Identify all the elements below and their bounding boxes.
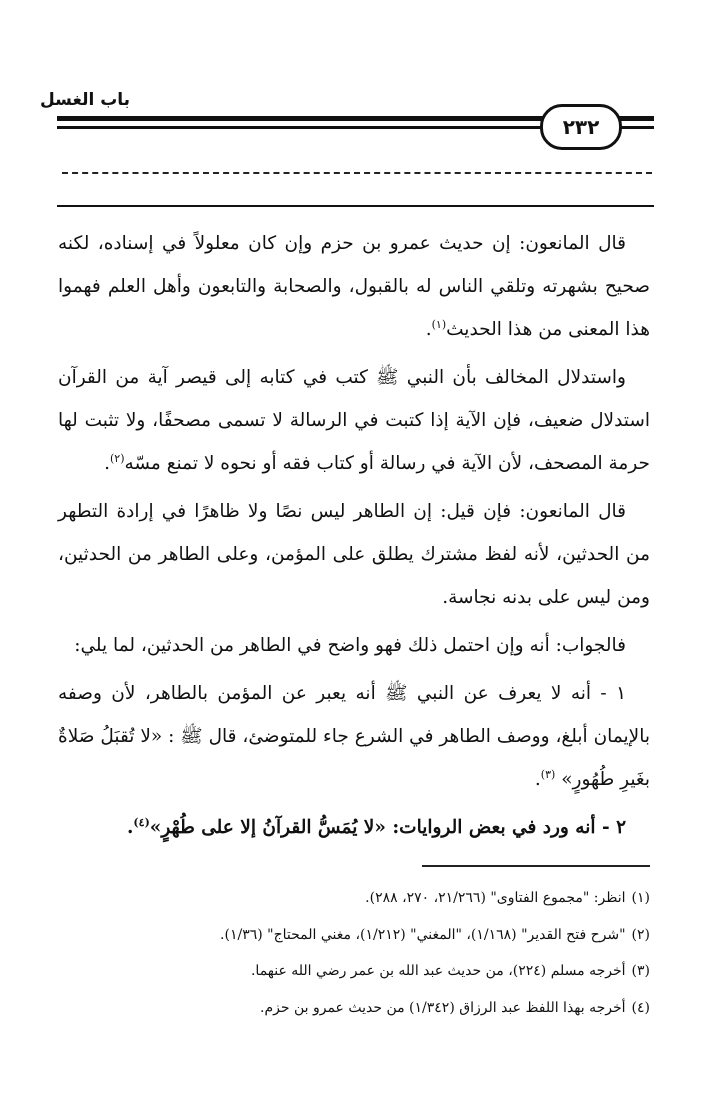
footnote-text: أخرجه بهذا اللفظ عبد الرزاق (١/٣٤٢) من حديث عمرو بن حزم. [260,999,626,1016]
paragraph [58,806,650,849]
footnote-ref: (٢) [109,451,125,465]
chapter-title: باب الغسل [40,90,131,110]
paragraph-text: قال المانعون: إن حديث عمرو بن حزم وإن كان معلولاً في إسناده، لكنه صحيح بشهرته وتلقي الناس له بالقبول، والصحابة والتابعون وأهل العلم فهموا هذا المعنى من هذا الحديث [58,233,650,340]
body-top-rule [57,205,654,207]
footnote-number: (٢) [631,926,650,943]
footnote-ref: (٤) [133,815,150,829]
paragraph [58,672,650,801]
footnote [58,990,650,1027]
paragraph [58,356,650,485]
footnote-text: أخرجه مسلم (٢٢٤)، من حديث عبد الله بن عمر رضي الله عنهما. [250,963,626,979]
footnote-ref: (١) [431,317,447,331]
footnote [58,917,650,954]
paragraph-end: . [425,319,432,340]
paragraph: قال المانعون: فإن قيل: إن الطاهر ليس نصًا ولا ظاهرًا في إرادة التطهر من الحدثين، لأنه لفظ مشترك يطلق على المؤمن، وعلى الطاهر من الحدثين، ومن ليس على بدنه نجاسة. [58,501,650,608]
footnote [58,880,650,917]
dashed-separator [62,172,652,174]
footnote-text: "شرح فتح القدير" (١/١٦٨)، "المغني" (١/٢١٢)، مغني المحتاج" (١/٣٦). [220,926,626,943]
paragraph: فالجواب: أنه وإن احتمل ذلك فهو واضح في الطاهر من الحدثين، لما يلي: [74,635,626,656]
footnote-number: (٣) [631,963,650,979]
paragraph-text: ١ - أنه لا يعرف عن النبي ﷺ أنه يعبر عن المؤمن بالطاهر، لأن وصفه بالإيمان أبلغ، ووصف الطاهر في الشرع جاء للمتوضئ، قال ﷺ : «لا تُقبَلُ صَلاةٌ بغَيرِ طُهُورٍ» [58,683,650,790]
paragraph-end: . [534,769,541,790]
paragraph-end: . [104,453,110,474]
paragraph [58,222,650,351]
footnotes [58,880,650,1026]
footnote [58,953,650,990]
paragraph-text: واستدلال المخالف بأن النبي ﷺ كتب في كتابه إلى قيصر آية من القرآن استدلال ضعيف، فإن الآية إذا كتبت في الرسالة لا تسمى مصحفًا، ولا تثبت لها حرمة المصحف، لأن الآية في رسالة أو كتاب فقه أو نحوه لا تمنع مسّه [58,367,650,474]
paragraph-text: ٢ - أنه ورد في بعض الروايات: «لا يُمَسُّ القرآنُ إلا على طُهْرٍ» [149,817,626,838]
footnote-number: (٤) [631,999,650,1016]
footnote-separator [422,865,650,867]
main-text [58,222,650,854]
page-number: ٢٣٢ [540,104,622,150]
footnote-text: انظر: "مجموع الفتاوى" (٢١/٢٦٦، ٢٧٠، ٢٨٨). [365,890,626,906]
footnote-number: (١) [631,890,650,906]
paragraph-end: . [126,817,134,838]
footnote-ref: (٣) [540,767,556,781]
